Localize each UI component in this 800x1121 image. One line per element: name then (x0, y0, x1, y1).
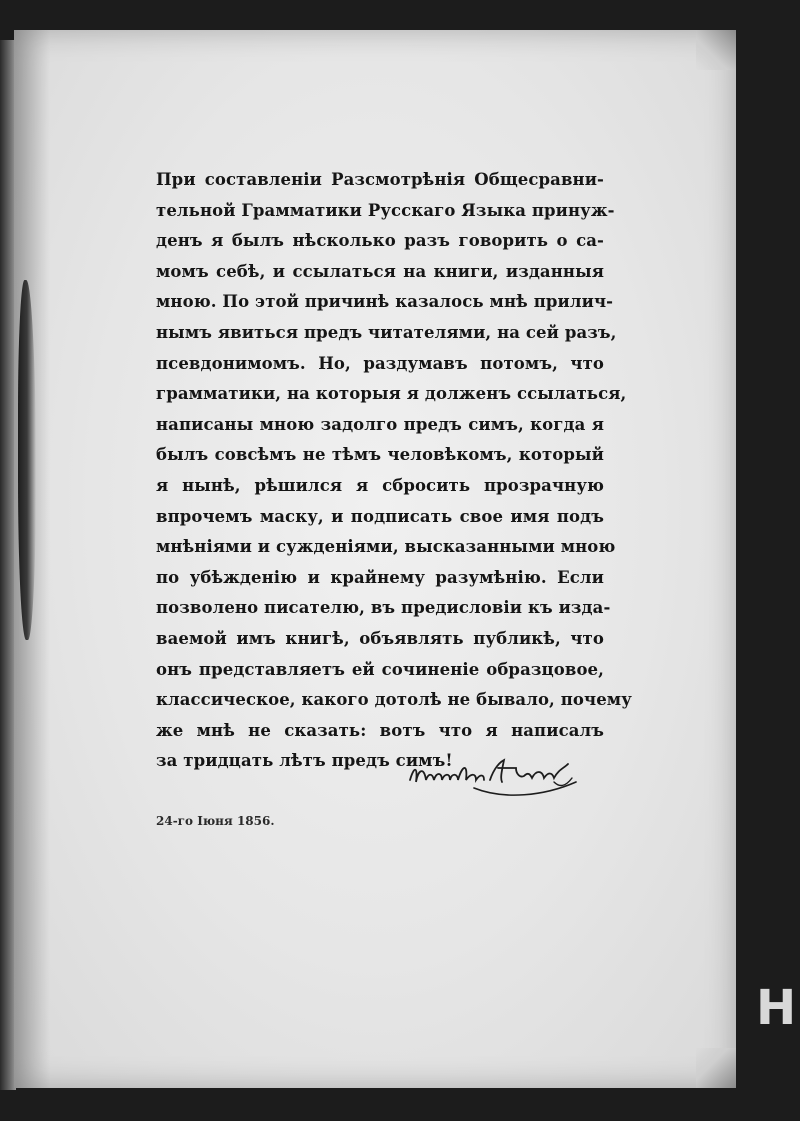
text-line: впрочемъ маску, и подписать свое имя подъ (156, 506, 604, 526)
text-line: классическое, какого дотолѣ не бывало, почему (156, 690, 632, 710)
text-line: момъ себѣ, и ссылаться на книги, изданныя (156, 261, 604, 281)
text-line: написаны мною задолго предъ симъ, когда я (156, 414, 604, 434)
worn-corner-top (696, 30, 736, 70)
preface-paragraph (156, 165, 632, 777)
text-line: тельной Грамматики Русскаго Языка принуж- (156, 200, 615, 220)
text-line: грамматики, на которыя я долженъ ссылаться, (156, 384, 627, 404)
text-line: При составленіи Разсмотрѣнія Общесравни- (156, 170, 604, 189)
text-line: денъ я былъ нѣсколько разъ говорить о са- (156, 231, 604, 251)
text-line: за тридцать лѣтъ предъ симъ! (156, 751, 453, 771)
text-line: по убѣжденію и крайнему разумѣнію. Если (156, 567, 604, 587)
text-line: мною. По этой причинѣ казалось мнѣ прилич- (156, 292, 614, 312)
text-line: былъ совсѣмъ не тѣмъ человѣкомъ, который (156, 445, 604, 465)
worn-corner-bottom (696, 1048, 736, 1088)
text-line: же мнѣ не сказать: вотъ что я написалъ (156, 720, 604, 740)
text-line: позволено писателю, въ предисловіи къ изда- (156, 598, 611, 618)
text-line: онъ представляетъ ей сочиненіе образцовое, (156, 659, 604, 679)
date-line: 24-го Іюня 1856. (156, 814, 275, 828)
text-line: нымъ явиться предъ читателями, на сей разъ, (156, 322, 617, 342)
text-line: ваемой имъ книгѣ, объявлять публикѣ, что (156, 628, 604, 648)
text-line: псевдонимомъ. Но, раздумавъ потомъ, что (156, 353, 604, 373)
handwritten-signature (404, 748, 584, 808)
text-line: я нынѣ, рѣшился я сбросить прозрачную (156, 475, 604, 495)
text-line: мнѣніями и сужденіями, высказанными мною (156, 537, 616, 557)
scan-edge-artifact: H (756, 980, 797, 1036)
